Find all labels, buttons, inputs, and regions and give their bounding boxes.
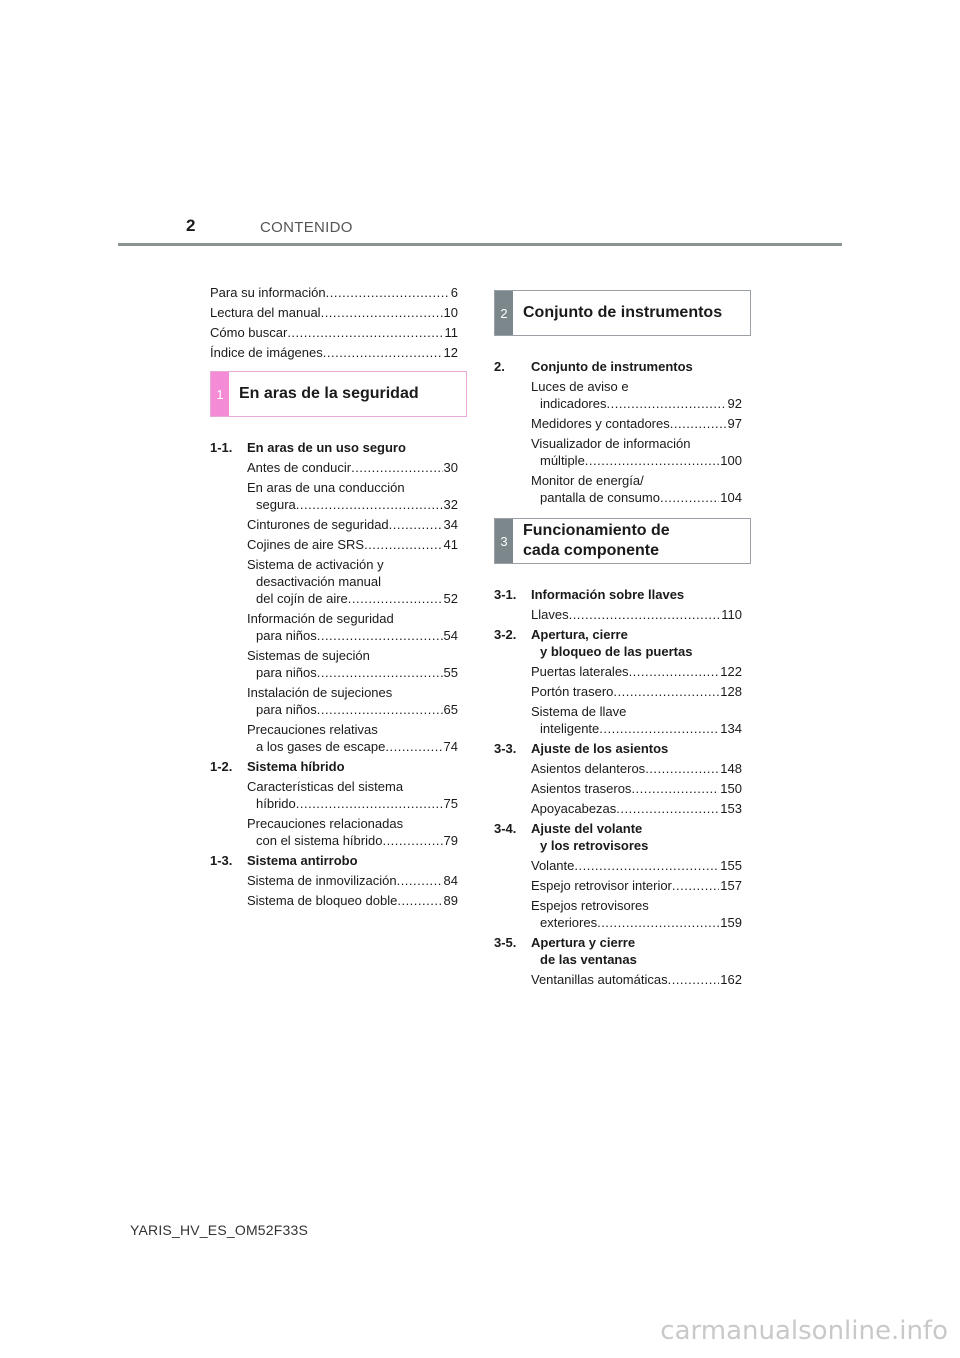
toc-entry[interactable]: Asientos delanteros ..... 148 — [531, 760, 742, 777]
header-rule — [118, 243, 842, 246]
toc-entry[interactable]: Antes de conducir ..... 30 — [247, 459, 458, 476]
toc-entry[interactable]: Precauciones relativas a los gases de escape ..... 74 — [247, 721, 458, 755]
toc-entry[interactable]: Espejos retrovisores exteriores ..... 159 — [531, 897, 742, 931]
toc-entry[interactable]: Volante ..... 155 — [531, 857, 742, 874]
section-heading[interactable]: 2. Conjunto de instrumentos — [494, 359, 693, 374]
page-number: 2 — [186, 216, 196, 235]
chapter-title: En aras de la seguridad — [239, 385, 419, 402]
toc-entry[interactable]: Sistema de activación y desactivación manual del cojín de aire ..... 52 — [247, 556, 458, 607]
toc-entry[interactable]: Instalación de sujeciones para niños ..... 65 — [247, 684, 458, 718]
chapter-tab: 1 — [211, 372, 229, 416]
toc-entry[interactable]: Características del sistema híbrido ..... 75 — [247, 778, 458, 812]
toc-entry[interactable]: Luces de aviso e indicadores ..... 92 — [531, 378, 742, 412]
toc-entry[interactable]: Cómo buscar ..... 11 — [210, 323, 458, 343]
toc-entry[interactable]: Apoyacabezas ..... 153 — [531, 800, 742, 817]
toc-left-column — [210, 283, 458, 912]
toc-entry[interactable]: Para su información ..... 6 — [210, 283, 458, 303]
toc-entry[interactable]: Asientos traseros ..... 150 — [531, 780, 742, 797]
toc-entry[interactable]: Puertas laterales ..... 122 — [531, 663, 742, 680]
toc-entry[interactable]: Cinturones de seguridad ..... 34 — [247, 516, 458, 533]
section-heading[interactable]: 3-5. Apertura y cierre de las ventanas — [494, 935, 637, 967]
section-heading[interactable]: 3-3. Ajuste de los asientos — [494, 741, 669, 756]
toc-entry[interactable]: Sistema de inmovilización ..... 84 — [247, 872, 458, 889]
toc-entry[interactable]: Lectura del manual ..... 10 — [210, 303, 458, 323]
toc-entry[interactable]: Portón trasero ..... 128 — [531, 683, 742, 700]
toc-entry[interactable]: Cojines de aire SRS ..... 41 — [247, 536, 458, 553]
chapter-1-header[interactable] — [210, 371, 467, 417]
section-heading[interactable]: 3-2. Apertura, cierre y bloqueo de las puertas — [494, 627, 693, 659]
toc-entry[interactable]: Ventanillas automáticas ..... 162 — [531, 971, 742, 988]
chapter-tab: 3 — [495, 519, 513, 563]
toc-entry[interactable]: Sistema de bloqueo doble ..... 89 — [247, 892, 458, 909]
intro-list — [210, 283, 458, 363]
chapter-3-header[interactable] — [494, 518, 751, 564]
section-heading[interactable]: 3-1. Información sobre llaves — [494, 587, 685, 602]
chapter-title: Funcionamiento de — [523, 522, 670, 539]
chapter-tab: 2 — [495, 291, 513, 335]
footer-document-code: YARIS_HV_ES_OM52F33S — [130, 1222, 309, 1238]
toc-entry[interactable]: Medidores y contadores ..... 97 — [531, 415, 742, 432]
watermark: carmanualsonline.info — [660, 1316, 948, 1346]
toc-entry[interactable]: En aras de una conducción segura ..... 32 — [247, 479, 458, 513]
section-heading[interactable]: 1-1. En aras de un uso seguro — [210, 440, 406, 455]
section-heading[interactable]: 1-2. Sistema híbrido — [210, 759, 345, 774]
toc-entry[interactable]: Índice de imágenes ..... 12 — [210, 343, 458, 363]
section-heading[interactable]: 1-3. Sistema antirrobo — [210, 853, 358, 868]
toc-entry[interactable]: Monitor de energía/ pantalla de consumo ..... 104 — [531, 472, 742, 506]
toc-entry[interactable]: Llaves ..... 110 — [531, 606, 742, 623]
section-heading[interactable]: 3-4. Ajuste del volante y los retrovisores — [494, 821, 649, 853]
toc-entry[interactable]: Sistema de llave inteligente ..... 134 — [531, 703, 742, 737]
toc-entry[interactable]: Espejo retrovisor interior ..... 157 — [531, 877, 742, 894]
chapter-title: cada componente — [523, 542, 660, 559]
header-title: CONTENIDO — [260, 219, 353, 236]
toc-right-column — [494, 290, 742, 991]
chapter-title: Conjunto de instrumentos — [523, 304, 723, 321]
toc-entry[interactable]: Información de seguridad para niños ..... 54 — [247, 610, 458, 644]
toc-entry[interactable]: Precauciones relacionadas con el sistema híbrido ..... 79 — [247, 815, 458, 849]
chapter-2-header[interactable] — [494, 290, 751, 336]
toc-entry[interactable]: Visualizador de información múltiple ..... 100 — [531, 435, 742, 469]
toc-entry[interactable]: Sistemas de sujeción para niños ..... 55 — [247, 647, 458, 681]
